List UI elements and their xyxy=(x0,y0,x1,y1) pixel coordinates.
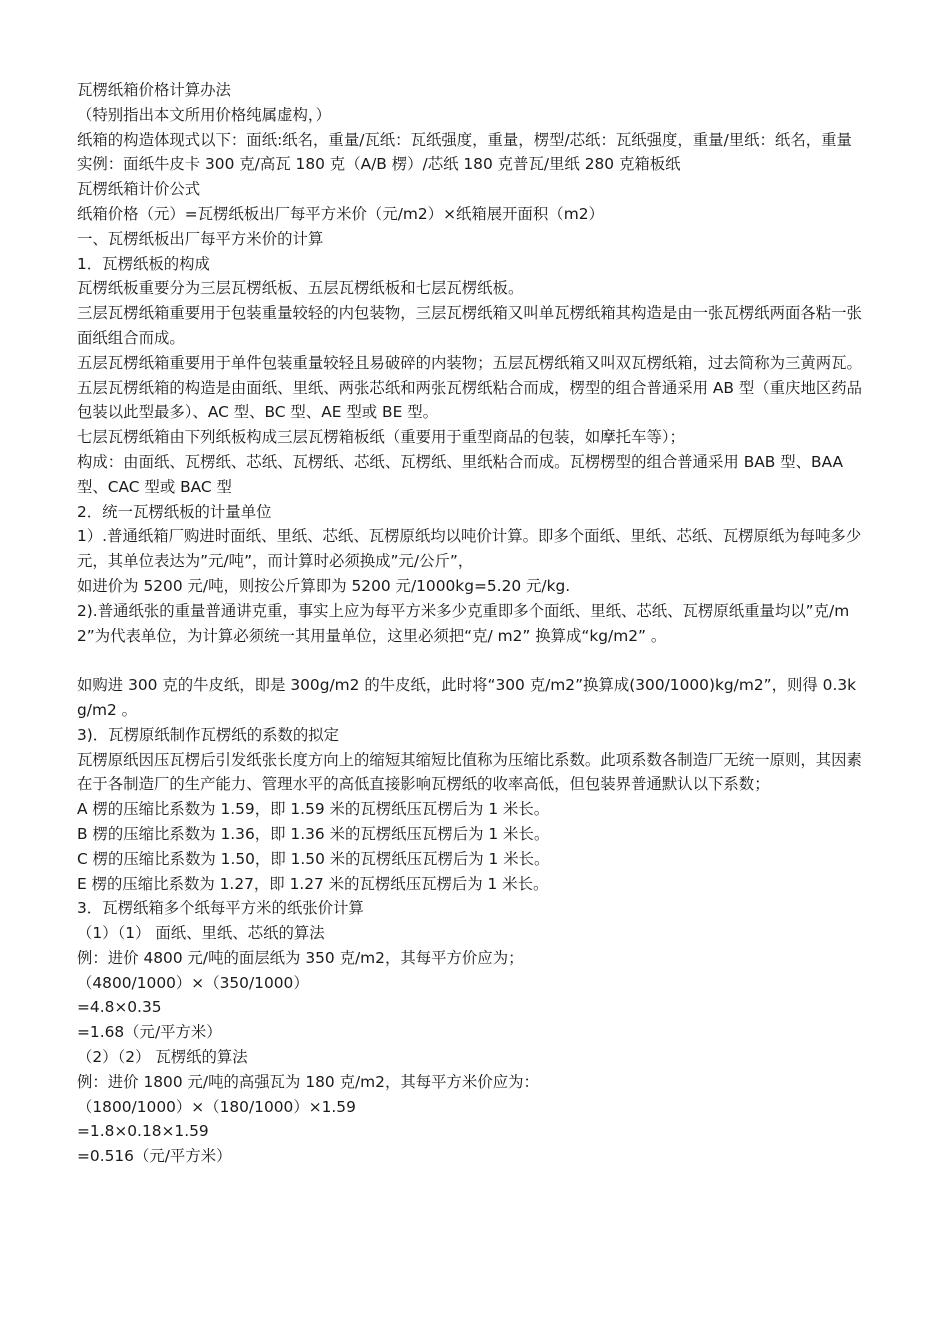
doc-title: 瓦楞纸箱价格计算办法 xyxy=(77,81,231,99)
paragraph: 如进价为 5200 元/吨，则按公斤算即为 5200 元/1000kg=5.20 元/kg. xyxy=(77,576,571,595)
paragraph: E 楞的压缩比系数为 1.27，即 1.27 米的瓦楞纸压瓦楞后为 1 米长。 xyxy=(77,874,549,893)
paragraph: 五层瓦楞纸箱重要用于单件包装重量较轻且易破碎的内装物；五层瓦楞纸箱又叫双瓦楞纸箱，过去简称为三黄两瓦。五层瓦楞纸箱的构造是由面纸、里纸、两张芯纸和两张瓦楞纸粘合而成，楞型的组合普通采用 AB 型（重庆地区药品包装以此型最多）、AC 型、BC 型、AE 型或 BE 型。 xyxy=(77,353,863,422)
paragraph: 实例：面纸牛皮卡 300 克/高瓦 180 克（A/B 楞）/芯纸 180 克普瓦/里纸 280 克箱板纸 xyxy=(77,155,681,174)
paragraph: 纸箱的构造体现式以下：面纸:纸名，重量/瓦纸：瓦纸强度，重量，楞型/芯纸：瓦纸强度，重量/里纸：纸名，重量 xyxy=(77,130,852,149)
paragraph: 1）.普通纸箱厂购进时面纸、里纸、芯纸、瓦楞原纸均以吨价计算。即多个面纸、里纸、芯纸、瓦楞原纸为每吨多少元，其单位表达为”元/吨”，而计算时必须换成”元/公斤”， xyxy=(77,527,862,571)
paragraph: 瓦楞纸板重要分为三层瓦楞纸板、五层瓦楞纸板和七层瓦楞纸板。 xyxy=(77,279,524,298)
paragraph: 瓦楞原纸因压瓦楞后引发纸张长度方向上的缩短其缩短比值称为压缩比系数。此项系数各制造厂无统一原则，其因素在于各制造厂的生产能力、管理水平的高低直接影响瓦楞纸的收率高低，但包装界普通默认以下系数； xyxy=(77,750,862,794)
section-heading: 瓦楞纸箱计价公式 xyxy=(77,180,201,199)
paragraph: 三层瓦楞纸箱重要用于包装重量较轻的内包装物，三层瓦楞纸箱又叫单瓦楞纸箱其构造是由一张瓦楞纸两面各粘一张面纸组合而成。 xyxy=(77,304,862,347)
subsection-heading: 1．瓦楞纸板的构成 xyxy=(77,254,210,273)
document-body xyxy=(77,78,867,1169)
paragraph: 2).普通纸张的重量普通讲克重，事实上应为每平方米多少克重即多个面纸、里纸、芯纸、瓦楞原纸重量均以”克/m2”为代表单位，为计算必须统一其用量单位，这里必须把“克/ m2” 换算成“kg/m2” 。 xyxy=(77,601,850,645)
paragraph: A 楞的压缩比系数为 1.59，即 1.59 米的瓦楞纸压瓦楞后为 1 米长。 xyxy=(77,800,550,819)
paragraph: 七层瓦楞纸箱由下列纸板构成三层瓦楞箱板纸（重要用于重型商品的包装，如摩托车等）； xyxy=(77,428,685,447)
formula: =1.8×0.18×1.59 xyxy=(77,1122,209,1141)
formula: =1.68（元/平方米） xyxy=(77,1023,222,1042)
paragraph: 例：进价 4800 元/吨的面层纸为 350 克/m2，其每平方价应为； xyxy=(77,948,524,967)
paragraph: 如购进 300 克的牛皮纸，即是 300g/m2 的牛皮纸，此时将“300 克/m2”换算成(300/1000)kg/m2”，则得 0.3kg/m2 。 xyxy=(77,676,857,719)
subsection-heading: （2）（2） 瓦楞纸的算法 xyxy=(77,1048,248,1067)
paragraph: C 楞的压缩比系数为 1.50，即 1.50 米的瓦楞纸压瓦楞后为 1 米长。 xyxy=(77,849,550,868)
formula: 纸箱价格（元）=瓦楞纸板出厂每平方米价（元/m2）×纸箱展开面积（m2） xyxy=(77,204,604,223)
subsection-heading: 3．瓦楞纸箱多个纸每平方米的纸张价计算 xyxy=(77,899,364,918)
subsection-heading: （1）（1） 面纸、里纸、芯纸的算法 xyxy=(77,924,325,943)
paragraph: （特别指出本文所用价格纯属虚构，） xyxy=(77,105,331,124)
subsection-heading: 3)．瓦楞原纸制作瓦楞纸的系数的拟定 xyxy=(77,725,340,744)
blank-line xyxy=(77,648,867,673)
section-heading: 一、瓦楞纸板出厂每平方米价的计算 xyxy=(77,229,324,248)
formula: （4800/1000）×（350/1000） xyxy=(77,973,309,992)
subsection-heading: 2．统一瓦楞纸板的计量单位 xyxy=(77,502,272,521)
paragraph: B 楞的压缩比系数为 1.36，即 1.36 米的瓦楞纸压瓦楞后为 1 米长。 xyxy=(77,824,550,843)
formula: =0.516（元/平方米） xyxy=(77,1147,232,1166)
paragraph: 构成：由面纸、瓦楞纸、芯纸、瓦楞纸、芯纸、瓦楞纸、里纸粘合而成。瓦楞楞型的组合普通采用 BAB 型、BAA 型、CAC 型或 BAC 型 xyxy=(77,452,844,496)
formula: =4.8×0.35 xyxy=(77,998,162,1017)
formula: （1800/1000）×（180/1000）×1.59 xyxy=(77,1097,356,1116)
paragraph: 例：进价 1800 元/吨的高强瓦为 180 克/m2，其每平方米价应为： xyxy=(77,1072,539,1091)
